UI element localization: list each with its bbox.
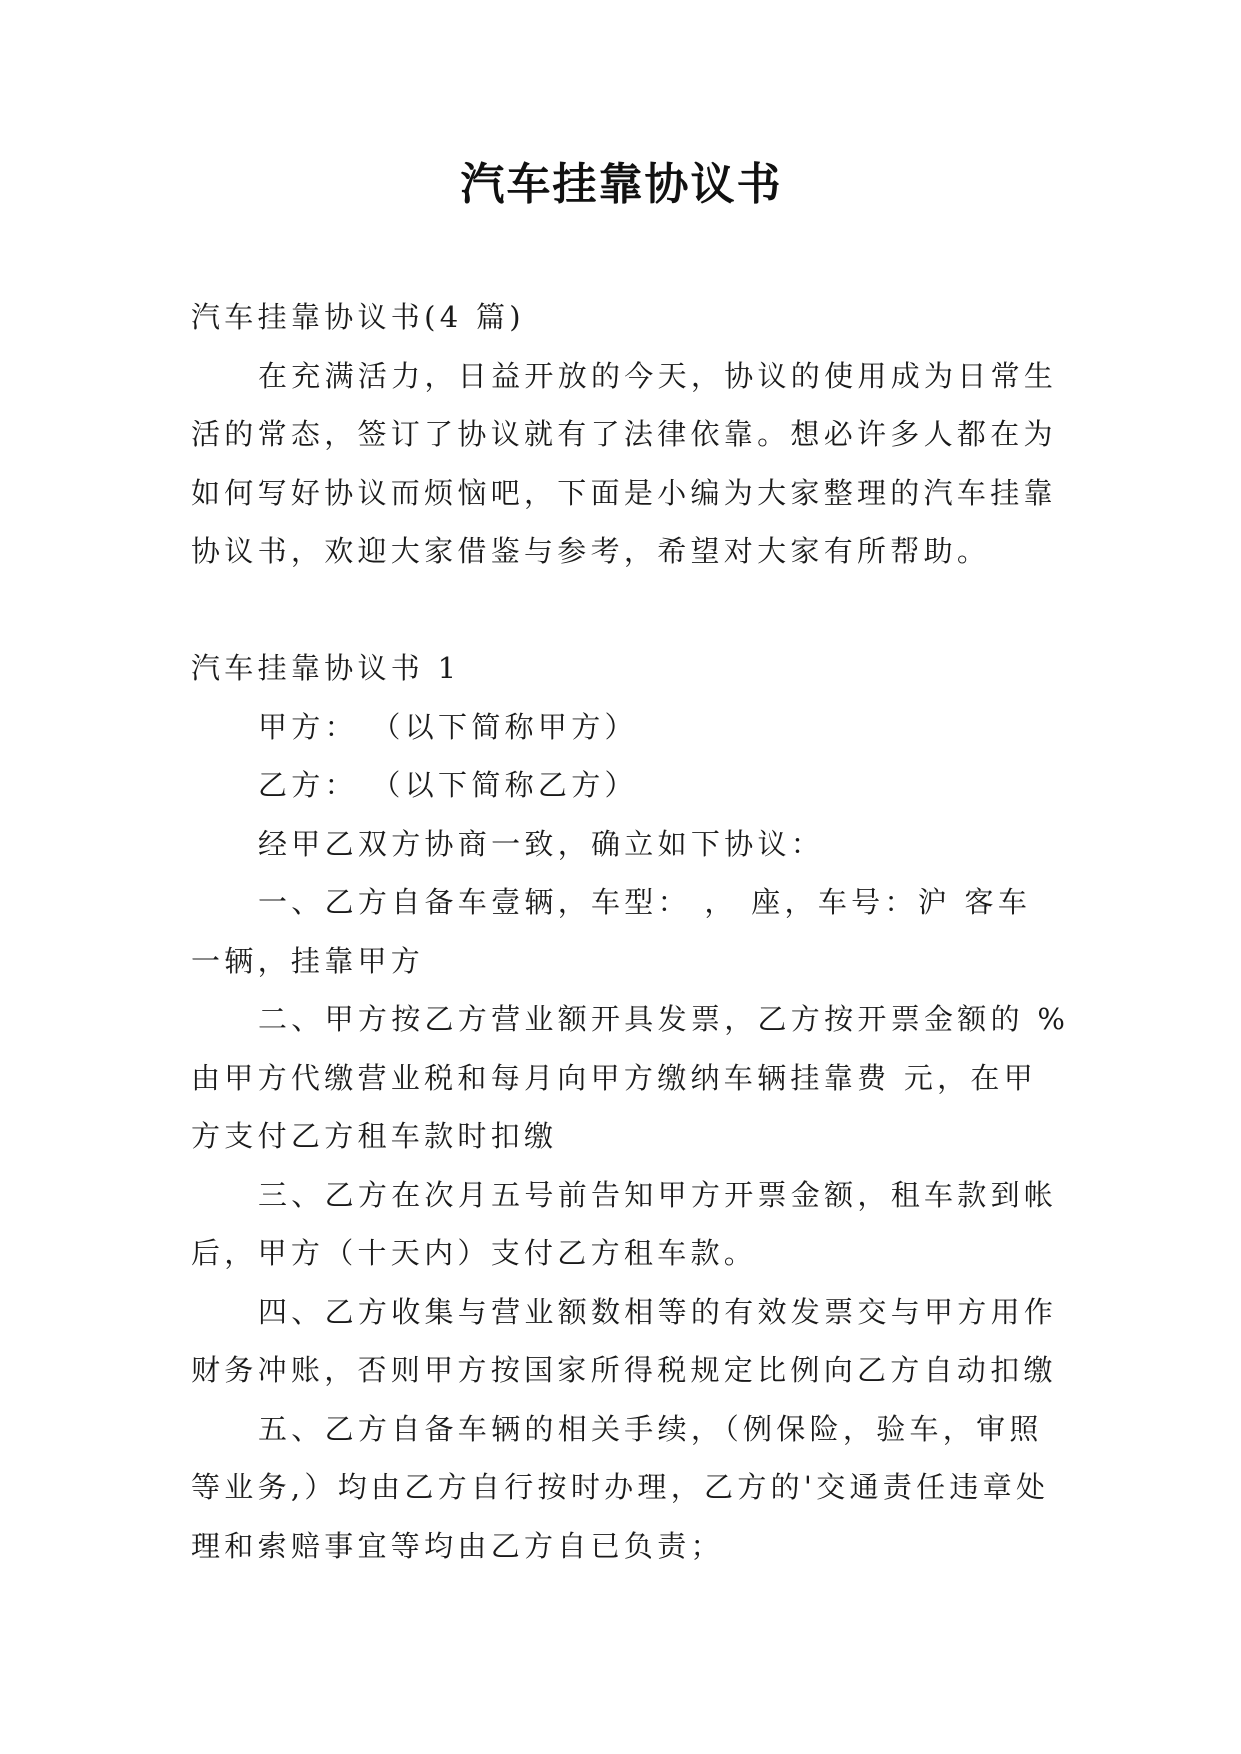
clause-line: 方支付乙方租车款时扣缴 (191, 1119, 558, 1153)
paragraph-line: 协议书，欢迎大家借鉴与参考，希望对大家有所帮助。 (191, 534, 991, 568)
party-a-line: 甲方： （以下简称甲方） (258, 709, 638, 744)
clause-line: 等业务,）均由乙方自行按时办理，乙方的'交通责任违章处 (191, 1470, 1050, 1504)
clause-2 (191, 990, 1191, 1166)
paragraph-line: 活的常态，签订了协议就有了法律依靠。想必许多人都在为 (191, 417, 1057, 451)
clause-line: 二、甲方按乙方营业额开具发票，乙方按开票金额的 % (258, 1002, 1070, 1036)
clause-line: 由甲方代缴营业税和每月向甲方缴纳车辆挂靠费 元，在甲 (191, 1060, 1038, 1095)
paragraph-line: 在充满活力，日益开放的今天，协议的使用成为日常生 (258, 358, 1058, 393)
clause-3 (191, 1166, 1191, 1283)
intro-paragraph (191, 347, 1191, 581)
clause-5 (191, 1400, 1191, 1576)
clause-line: 一、乙方自备车壹辆，车型： ， 座，车号：沪 客车 (258, 885, 1032, 919)
collection-heading: 汽车挂靠协议书(4 篇) (191, 300, 525, 334)
agreement-heading: 汽车挂靠协议书 1 (191, 651, 461, 685)
blank-line (191, 581, 1191, 640)
clause-line: 理和索赔事宜等均由乙方自已负责； (191, 1528, 724, 1563)
clause-line: 后，甲方（十天内）支付乙方租车款。 (191, 1236, 758, 1270)
party-b-line: 乙方： （以下简称乙方） (258, 768, 638, 802)
document-title: 汽车挂靠协议书 (460, 159, 783, 210)
clause-4 (191, 1283, 1191, 1400)
preamble-line: 经甲乙双方协商一致，确立如下协议： (258, 826, 825, 861)
clause-line: 五、乙方自备车辆的相关手续，（例保险，验车，审照 (258, 1411, 1043, 1446)
paragraph-line: 如何写好协议而烦恼吧，下面是小编为大家整理的汽车挂靠 (191, 475, 1057, 510)
clause-line: 一辆，挂靠甲方 (191, 943, 425, 978)
document-body (191, 288, 1191, 1575)
clause-line: 四、乙方收集与营业额数相等的有效发票交与甲方用作 (258, 1294, 1058, 1329)
clause-line: 财务冲账，否则甲方按国家所得税规定比例向乙方自动扣缴 (191, 1353, 1057, 1387)
clause-1 (191, 873, 1191, 990)
clause-line: 三、乙方在次月五号前告知甲方开票金额，租车款到帐 (258, 1177, 1058, 1212)
